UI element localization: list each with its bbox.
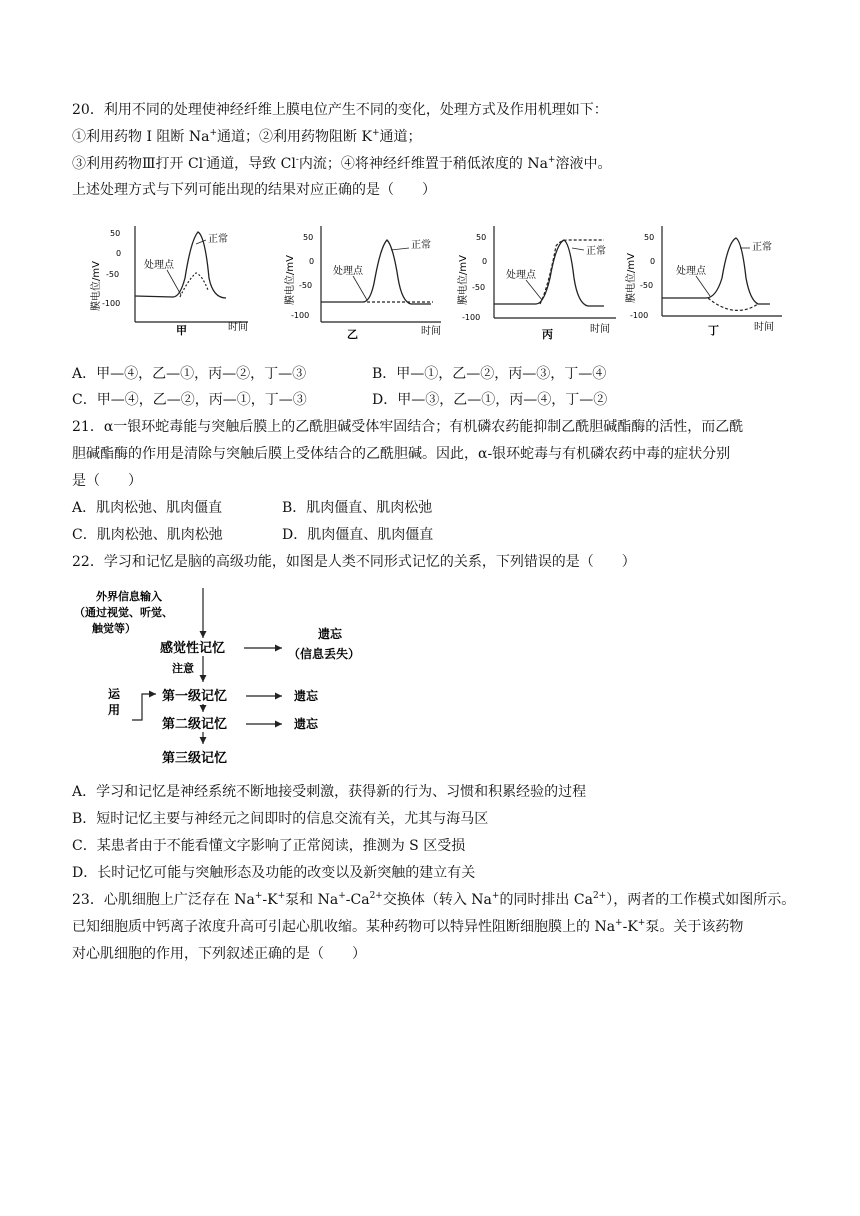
q23-stem-line-1: 23．心肌细胞上广泛存在 Na+-K+泵和 $Na^+-Ca^{2+}$交换体（转入 Na+的同时排出 $Ca^{2+}$），两者的工作模式如图所示。 [72, 891, 796, 908]
svg-text:第二级记忆: 第二级记忆 [162, 717, 228, 732]
graph-ding [624, 218, 799, 340]
svg-text:时间: 时间 [754, 322, 774, 333]
svg-text:处理点: 处理点 [506, 270, 536, 281]
q20-treatment-line-1: ①利用药物 I 阻断 Na+通道；②利用药物阻断 K+通道； [72, 128, 422, 145]
svg-text:遗忘: 遗忘 [318, 627, 343, 641]
q20-option-b[interactable]: B．甲—①，乙—②，丙—③，丁—④ [372, 366, 607, 382]
svg-text:触觉等）: 触觉等） [92, 622, 136, 635]
graph-y-label: 膜电位/mV [626, 253, 637, 303]
svg-text:50: 50 [110, 229, 121, 238]
q21-option-b[interactable]: B．肌肉僵直、肌肉松弛 [282, 500, 433, 516]
q21-stem-line-1: 21．α一银环蛇毒能与突触后膜上的乙酰胆碱受体牢固结合；有机磷农药能抑制乙酰胆碱酯酶的活性，而乙酰 [72, 419, 744, 435]
q22-option-a[interactable]: A．学习和记忆是神经系统不断地接受刺激，获得新的行为、习惯和积累经验的过程 [72, 784, 587, 800]
svg-text:乙: 乙 [347, 328, 358, 340]
svg-text:遗忘: 遗忘 [294, 689, 319, 703]
svg-text:时间: 时间 [421, 326, 441, 337]
q22-option-c[interactable]: C．某患者由于不能看懂文字影响了正常阅读，推测为 S 区受损 [72, 838, 466, 854]
svg-text:时间: 时间 [590, 324, 610, 335]
svg-text:0: 0 [309, 257, 315, 266]
svg-text:-50: -50 [472, 283, 486, 292]
svg-text:外界信息输入: 外界信息输入 [96, 590, 162, 603]
q20-option-a[interactable]: A．甲—④，乙—①，丙—②，丁—③ [72, 366, 307, 382]
treated-curve [180, 273, 208, 297]
graph-y-label: 膜电位/mV [458, 255, 469, 305]
q20-option-d[interactable]: D．甲—③，乙—①，丙—④，丁—② [372, 392, 608, 408]
svg-text:注意: 注意 [172, 662, 194, 675]
svg-text:-50: -50 [299, 281, 313, 290]
q22-option-d[interactable]: D．长时记忆可能与突触形态及功能的改变以及新突触的建立有关 [72, 865, 476, 881]
svg-text:-100: -100 [291, 311, 310, 320]
svg-text:遗忘: 遗忘 [294, 717, 319, 731]
q22-option-b[interactable]: B．短时记忆主要与神经元之间即时的信息交流有关，尤其与海马区 [72, 811, 489, 827]
svg-text:（信息丢失）: （信息丢失） [288, 647, 361, 661]
q20-option-c[interactable]: C．甲—④，乙—②，丙—①，丁—③ [72, 392, 307, 408]
svg-text:-100: -100 [630, 311, 649, 320]
svg-text:甲: 甲 [176, 324, 187, 337]
q22-stem: 22．学习和记忆是脑的高级功能，如图是人类不同形式记忆的关系，下列错误的是（ ） [72, 554, 636, 570]
graph-yi [283, 218, 458, 340]
svg-text:50: 50 [303, 233, 314, 242]
svg-text:（通过视觉、听觉、: （通过视觉、听觉、 [74, 606, 173, 619]
q20-treatment-line-2: ③利用药物Ⅲ打开 Cl-通道，导致 Cl-内流；④将神经纤维置于稍低浓度的 Na+溶液中。 [72, 155, 612, 172]
svg-text:正常: 正常 [208, 234, 228, 245]
svg-text:第一级记忆: 第一级记忆 [162, 689, 228, 704]
svg-text:-50: -50 [640, 281, 654, 290]
q21-stem-line-2: 胆碱酯酶的作用是清除与突触后膜上受体结合的乙酰胆碱。因此，α-银环蛇毒与有机磷农药中毒的症状分别 [72, 446, 731, 462]
q21-option-d[interactable]: D．肌肉僵直、肌肉僵直 [282, 527, 434, 543]
svg-text:丁: 丁 [708, 324, 719, 337]
svg-text:正常: 正常 [411, 240, 431, 251]
svg-text:正常: 正常 [586, 246, 606, 257]
svg-text:50: 50 [644, 233, 655, 242]
q20-stem: 20．利用不同的处理使神经纤维上膜电位产生不同的变化，处理方式及作用机理如下： [72, 102, 608, 118]
svg-text:0: 0 [482, 257, 488, 266]
svg-text:正常: 正常 [752, 242, 772, 253]
svg-text:第三级记忆: 第三级记忆 [162, 751, 228, 766]
graph-y-label: 膜电位/mV [91, 261, 102, 311]
q20-question: 上述处理方式与下列可能出现的结果对应正确的是（ ） [72, 182, 436, 198]
q21-option-c[interactable]: C．肌肉松弛、肌肉松弛 [72, 527, 223, 543]
svg-text:-100: -100 [462, 313, 481, 322]
graph-bing [456, 218, 631, 340]
graph-y-label: 膜电位/mV [285, 255, 296, 305]
svg-text:时间: 时间 [228, 322, 248, 333]
svg-text:处理点: 处理点 [144, 260, 174, 271]
q23-stem-line-3: 对心肌细胞的作用，下列叙述正确的是（ ） [72, 946, 366, 962]
q21-option-a[interactable]: A．肌肉松弛、肌肉僵直 [72, 500, 223, 516]
q21-stem-line-3: 是（ ） [72, 473, 142, 489]
treated-curve [708, 298, 758, 310]
graph-jia [88, 218, 263, 340]
memory-diagram [72, 586, 372, 772]
svg-text:-50: -50 [106, 270, 120, 279]
svg-text:处理点: 处理点 [333, 266, 363, 277]
svg-text:丙: 丙 [542, 328, 553, 340]
svg-text:50: 50 [476, 233, 487, 242]
q23-stem-line-2: 已知细胞质中钙离子浓度升高可引起心肌收缩。某种药物可以特异性阻断细胞膜上的 Na+-K+泵。关于该药物 [72, 918, 744, 935]
svg-text:运: 运 [108, 687, 121, 701]
svg-text:0: 0 [650, 257, 656, 266]
svg-text:-100: -100 [102, 299, 121, 308]
svg-text:感觉性记忆: 感觉性记忆 [160, 641, 226, 656]
svg-text:0: 0 [116, 249, 122, 258]
svg-text:用: 用 [108, 703, 121, 717]
svg-text:处理点: 处理点 [676, 266, 706, 277]
